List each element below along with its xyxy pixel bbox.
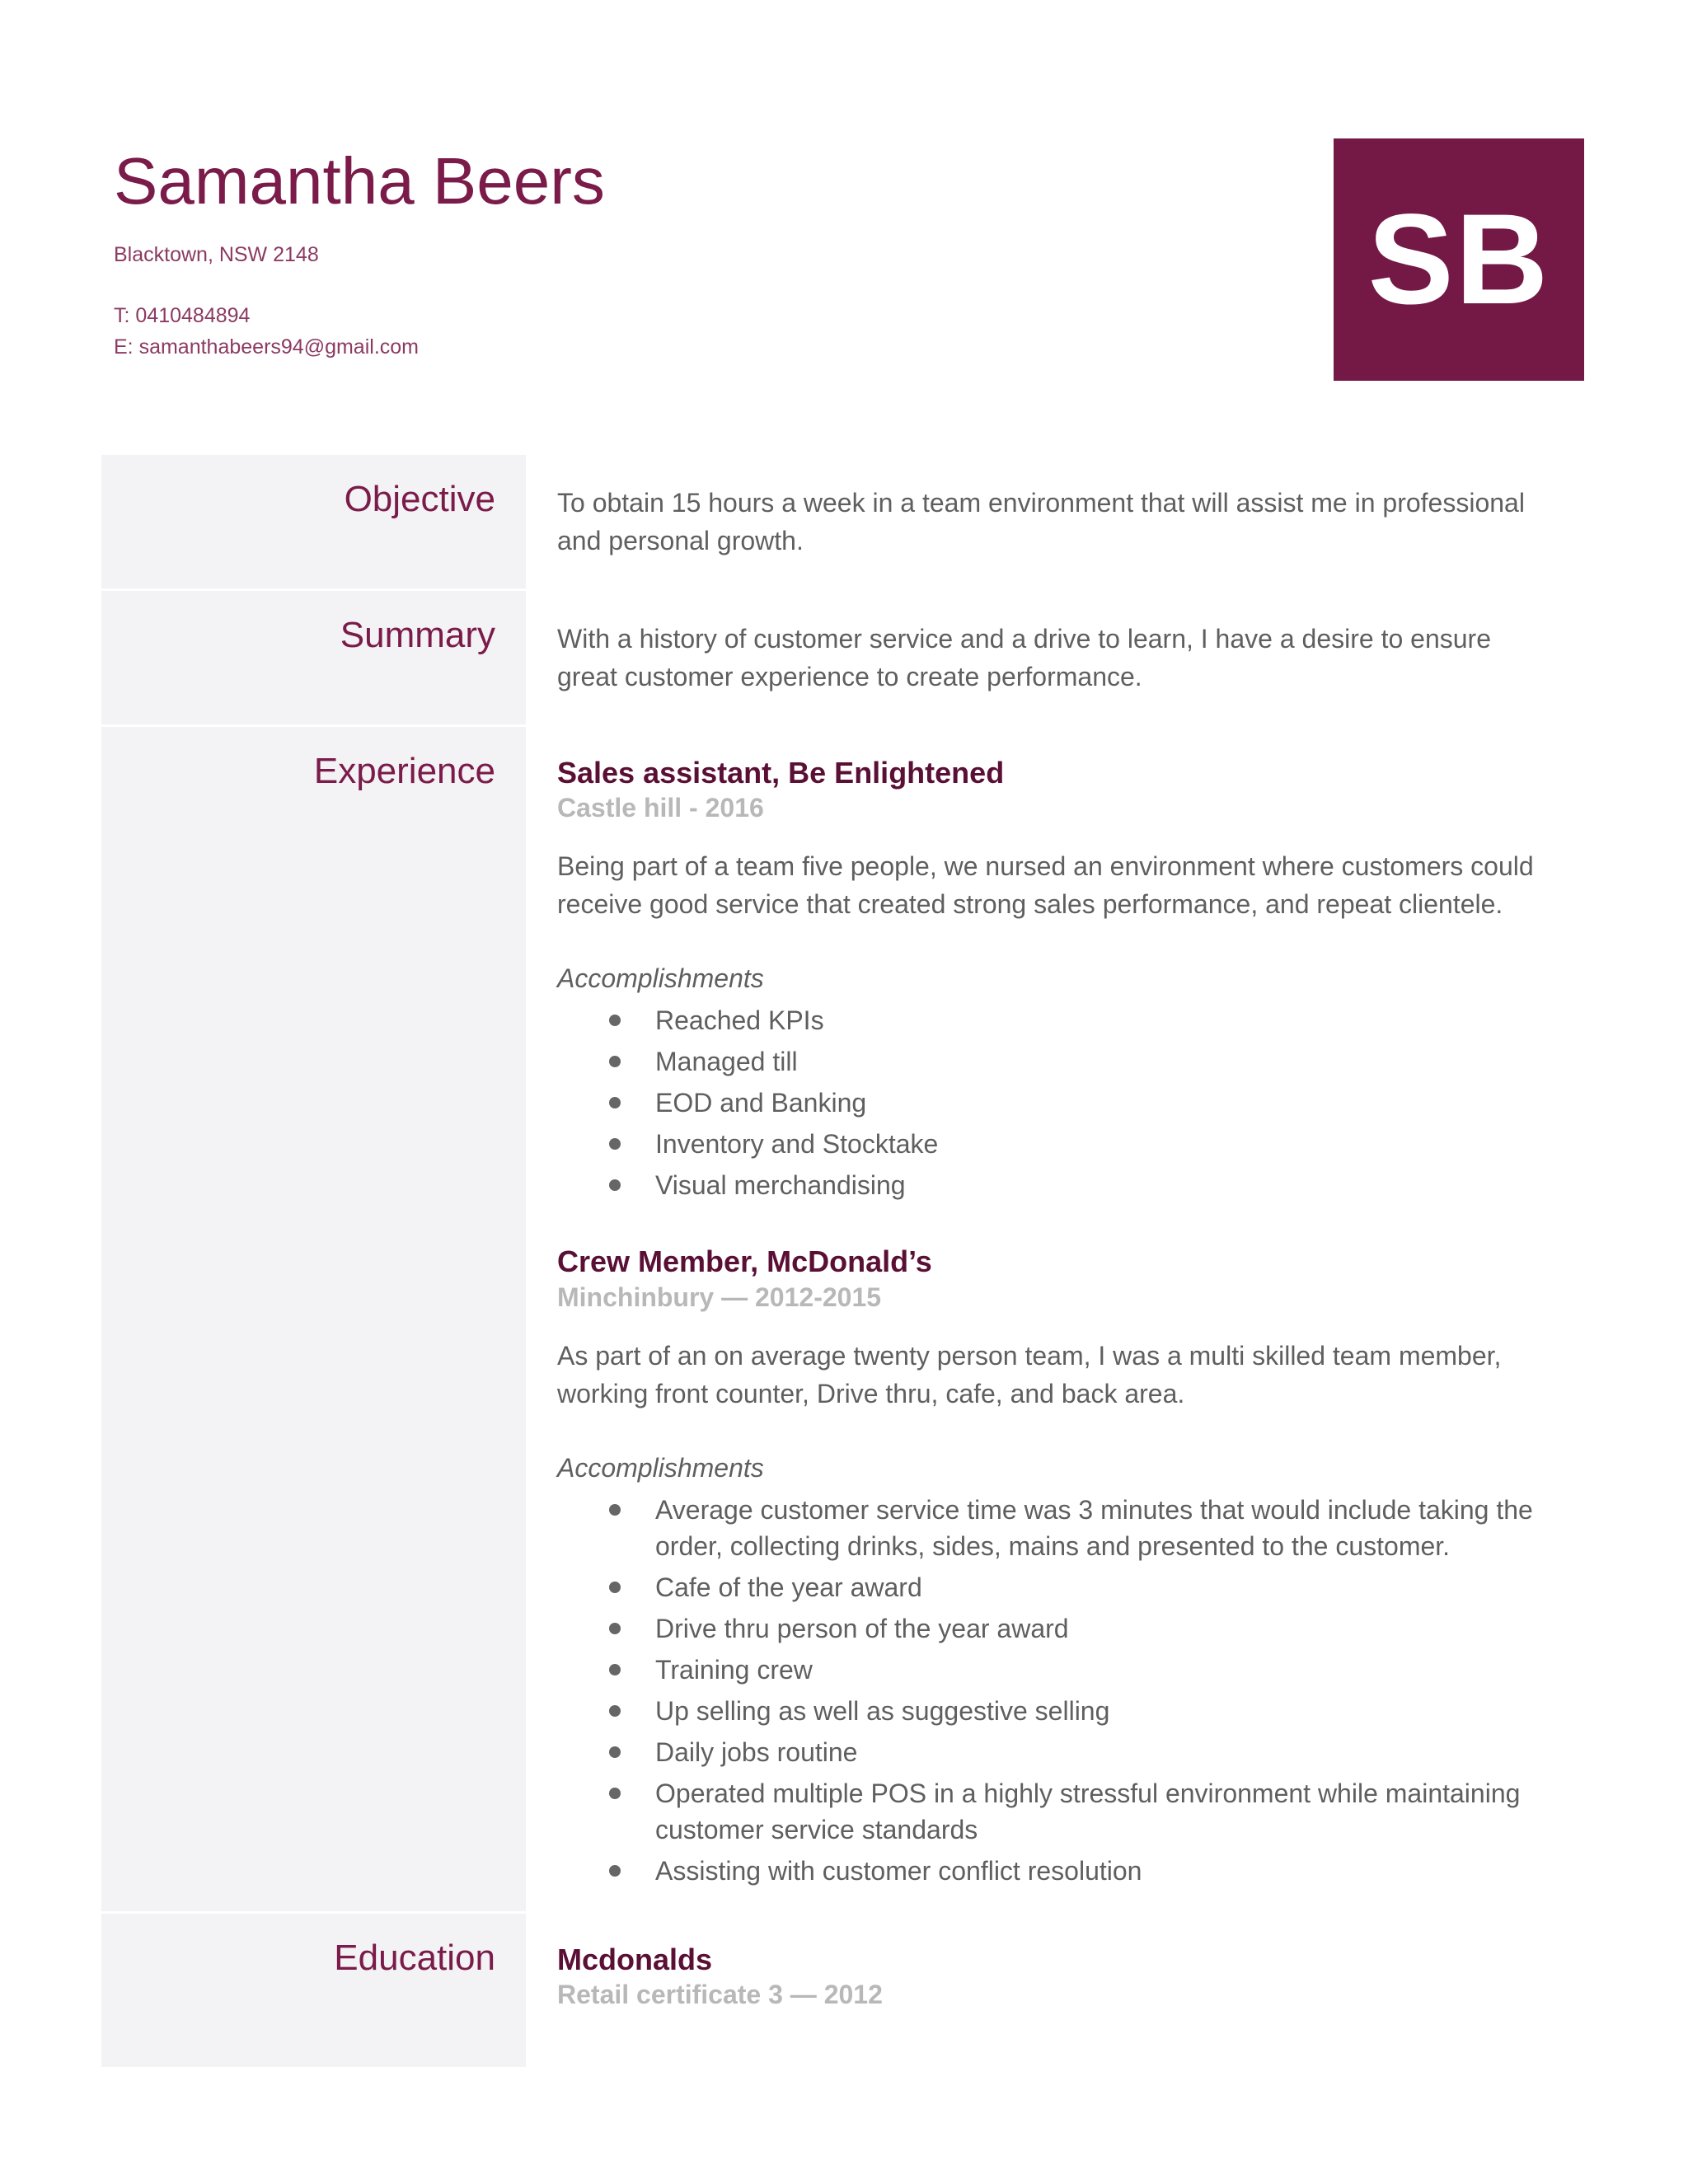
list-item <box>557 1693 1552 1729</box>
list-item <box>557 1043 1552 1080</box>
education-institution: Mcdonalds <box>557 1943 713 1976</box>
section-heading-experience: Experience <box>313 751 495 791</box>
list-item-text: Assisting with customer conflict resolution <box>655 1855 1142 1886</box>
bullet-icon <box>609 1097 621 1108</box>
job-title: Crew Member, McDonald’s <box>557 1244 932 1279</box>
section-objective <box>101 455 1585 591</box>
list-item-text: Daily jobs routine <box>655 1736 858 1767</box>
section-content <box>526 727 1585 1911</box>
list-item-text: Reached KPIs <box>655 1005 824 1036</box>
candidate-name: Samantha Beers <box>114 144 605 218</box>
section-education <box>101 1914 1585 2069</box>
section-content <box>526 591 1585 724</box>
accomplishments-list <box>557 1492 1552 1889</box>
list-item-text: Cafe of the year award <box>655 1572 922 1602</box>
section-experience <box>101 727 1585 1914</box>
job-title: Sales assistant, Be Enlightened <box>557 756 1005 790</box>
address: Blacktown, NSW 2148 <box>114 243 319 266</box>
job-location-date: Minchinbury — 2012-2015 <box>557 1282 882 1312</box>
section-label-column <box>101 727 526 1911</box>
list-item <box>557 1569 1552 1605</box>
section-label-column <box>101 1914 526 2067</box>
accomplishments-heading: Accomplishments <box>557 1452 764 1483</box>
list-item <box>557 1002 1552 1038</box>
section-heading-education: Education <box>334 1938 495 1978</box>
resume-sections <box>101 455 1585 2069</box>
bullet-icon <box>609 1788 621 1799</box>
list-item <box>557 1126 1552 1162</box>
bullet-icon <box>609 1705 621 1717</box>
resume-header <box>114 144 1185 363</box>
bullet-icon <box>609 1623 621 1634</box>
list-item-text: Up selling as well as suggestive selling <box>655 1695 1110 1726</box>
list-item <box>557 1085 1552 1121</box>
list-item <box>557 1167 1552 1203</box>
list-item <box>557 1492 1552 1564</box>
bullet-icon <box>609 1582 621 1593</box>
bullet-icon <box>609 1664 621 1675</box>
job-entry <box>557 756 1552 1203</box>
bullet-icon <box>609 1015 621 1026</box>
list-item-text: Managed till <box>655 1047 798 1077</box>
list-item <box>557 1853 1552 1889</box>
bullet-icon <box>609 1865 621 1877</box>
bullet-icon <box>609 1056 621 1067</box>
list-item-text: EOD and Banking <box>655 1088 867 1118</box>
section-label-column <box>101 591 526 724</box>
job-location-date: Castle hill - 2016 <box>557 793 764 823</box>
section-label-column <box>101 455 526 588</box>
job-description: As part of an on average twenty person team, I was a multi skilled team member, working front counter, Drive thru, cafe, and back area. <box>557 1340 1502 1408</box>
list-item <box>557 1775 1552 1848</box>
section-content <box>526 1914 1585 2067</box>
list-item-text: Average customer service time was 3 minutes that would include taking the order, collecting drinks, sides, mains and presented to the customer. <box>655 1494 1533 1561</box>
job-description: Being part of a team five people, we nursed an environment where customers could receive good service that created strong sales performance, and repeat clientele. <box>557 851 1534 920</box>
section-summary <box>101 591 1585 727</box>
bullet-icon <box>609 1746 621 1758</box>
list-item <box>557 1652 1552 1688</box>
education-qualification-date: Retail certificate 3 — 2012 <box>557 1980 883 2010</box>
list-item <box>557 1610 1552 1647</box>
monogram-badge: SB <box>1334 138 1584 381</box>
list-item-text: Operated multiple POS in a highly stressful environment while maintaining customer service standards <box>655 1778 1521 1844</box>
bullet-icon <box>609 1504 621 1516</box>
bullet-icon <box>609 1179 621 1191</box>
job-entry <box>557 1244 1552 1888</box>
accomplishments-heading: Accomplishments <box>557 963 764 994</box>
list-item-text: Drive thru person of the year award <box>655 1613 1069 1643</box>
objective-text: To obtain 15 hours a week in a team environment that will assist me in professional and personal growth. <box>557 488 1525 555</box>
section-heading-summary: Summary <box>340 615 495 655</box>
list-item-text: Training crew <box>655 1654 813 1685</box>
accomplishments-list <box>557 1002 1552 1203</box>
list-item <box>557 1734 1552 1770</box>
summary-text: With a history of customer service and a drive to learn, I have a desire to ensure great customer experience to create performance. <box>557 624 1491 691</box>
section-content <box>526 455 1585 588</box>
email-address: E: samanthabeers94@gmail.com <box>114 335 419 359</box>
section-heading-objective: Objective <box>344 479 495 519</box>
list-item-text: Inventory and Stocktake <box>655 1129 939 1160</box>
list-item-text: Visual merchandising <box>655 1170 906 1201</box>
phone-number: T: 0410484894 <box>114 304 251 327</box>
bullet-icon <box>609 1138 621 1150</box>
